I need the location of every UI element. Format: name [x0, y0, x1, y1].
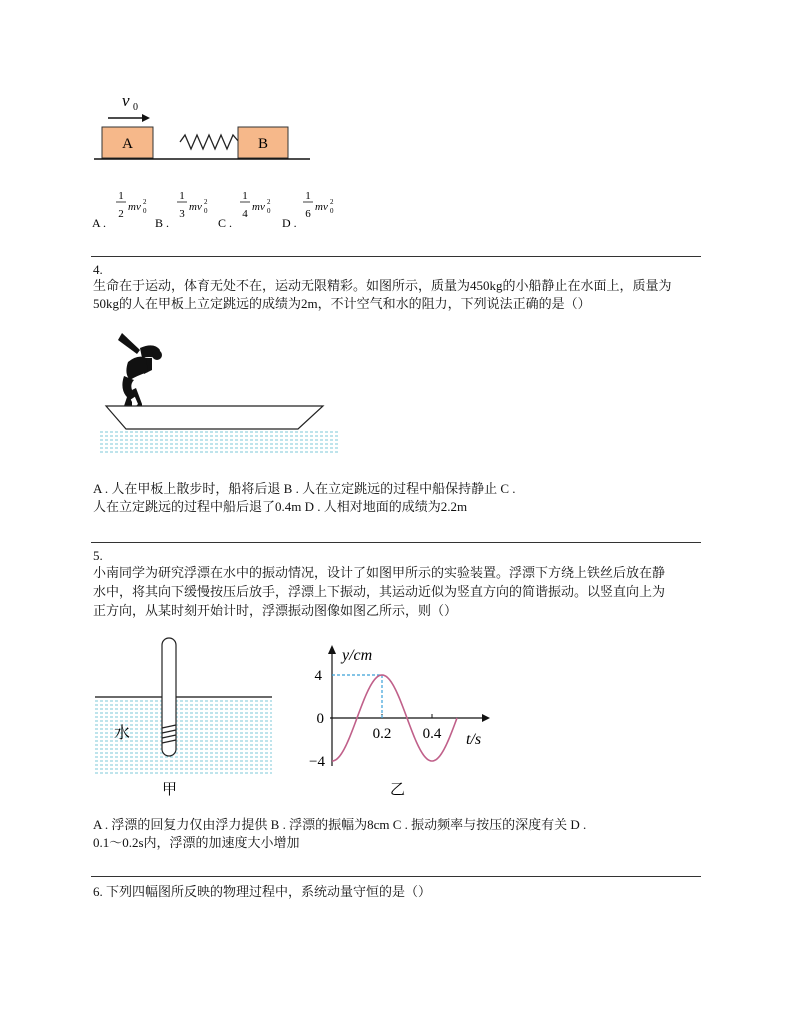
divider-q5: [91, 542, 701, 543]
svg-text:A .: A .: [92, 216, 107, 230]
q5-number: 5.: [93, 548, 103, 563]
x-axis-label: t/s: [466, 731, 482, 748]
svg-text:1: 1: [305, 190, 311, 202]
blocks-spring-figure: [90, 88, 320, 170]
oscillation-chart: [300, 640, 500, 798]
float-tube: [162, 638, 176, 756]
x-tick-label-0.4: 0.4: [422, 726, 442, 742]
boat-water: [100, 432, 338, 452]
svg-text:0: 0: [204, 207, 208, 215]
q5-stem-line2: 水中，将其向下缓慢按压后放手，浮漂上下振动，其运动近似为竖直方向的简谐振动。以竖直向上为: [93, 584, 666, 599]
block-a-label: A: [122, 136, 133, 152]
svg-text:mv: mv: [189, 201, 202, 213]
y-tick-label-neg4: −4: [309, 754, 325, 770]
peak-dashed-lines: [332, 675, 382, 718]
divider-q6: [91, 876, 701, 877]
svg-text:2: 2: [267, 198, 271, 206]
fig-left-caption: 甲: [162, 782, 178, 798]
svg-text:1: 1: [242, 190, 248, 202]
svg-text:1: 1: [118, 190, 124, 202]
q4-number: 4.: [93, 262, 103, 277]
svg-text:2: 2: [204, 198, 208, 206]
option-c[interactable]: [218, 190, 271, 230]
svg-text:D .: D .: [282, 216, 297, 230]
x-tick-label-0.2: 0.2: [372, 726, 392, 742]
x-axis-arrow: [482, 714, 490, 722]
spring: [180, 135, 239, 149]
y-tick-label-0: 0: [316, 711, 324, 727]
q4-stem-line2: 50kg的人在甲板上立定跳远的成绩为2m，不计空气和水的阻力，下列说法正确的是（）: [93, 296, 591, 311]
svg-text:mv: mv: [128, 201, 141, 213]
option-a[interactable]: [92, 190, 147, 230]
person-silhouette: [118, 333, 162, 408]
boat-hull: [106, 406, 323, 429]
svg-text:1: 1: [179, 190, 185, 202]
svg-text:mv: mv: [315, 201, 328, 213]
q4-stem-line1: 生命在于运动，体育无处不在，运动无限精彩。如图所示，质量为450kg的小船静止在水面上，质量为: [93, 278, 672, 293]
q5-stem-line3: 正方向，从某时刻开始计时，浮漂振动图像如图乙所示，则（）: [93, 603, 458, 618]
velocity-label: v: [122, 91, 130, 110]
q4-options-line2: 人在立定跳远的过程中船后退了0.4m D . 人相对地面的成绩为2.2m: [93, 499, 468, 514]
fig-right-caption: 乙: [390, 782, 406, 798]
svg-text:0: 0: [267, 207, 271, 215]
float-figure: [92, 636, 274, 798]
svg-text:0: 0: [330, 207, 334, 215]
velocity-arrowhead: [142, 114, 150, 122]
water-label: 水: [114, 725, 131, 742]
q5-stem-line1: 小南同学为研究浮漂在水中的振动情况，设计了如图甲所示的实验装置。浮漂下方绕上铁丝后放在静: [93, 565, 666, 580]
y-axis-label: y/cm: [342, 647, 373, 664]
q5-options-line2: 0.1～0.2s内，浮漂的加速度大小增加: [93, 835, 300, 850]
y-axis-arrow: [328, 645, 336, 654]
svg-text:0: 0: [143, 207, 147, 215]
svg-text:2: 2: [143, 198, 147, 206]
q6-stem: 6. 下列四幅图所反映的物理过程中，系统动量守恒的是（）: [93, 884, 432, 899]
divider-q4: [91, 256, 701, 257]
y-tick-label-4: 4: [314, 668, 322, 684]
boat-figure: [98, 328, 348, 453]
svg-text:6: 6: [305, 208, 311, 220]
option-d[interactable]: [282, 190, 334, 230]
option-b[interactable]: [155, 190, 208, 230]
q3-options: [88, 186, 358, 232]
q5-options-line1: A . 浮漂的回复力仅由浮力提供 B . 浮漂的振幅为8cm C . 振动频率与按压的深度有关 D .: [93, 817, 587, 832]
svg-text:4: 4: [242, 208, 248, 220]
svg-text:2: 2: [330, 198, 334, 206]
block-b-label: B: [257, 136, 269, 152]
svg-text:C .: C .: [218, 216, 233, 230]
svg-text:mv: mv: [252, 201, 265, 213]
svg-text:2: 2: [118, 208, 124, 220]
q4-options-line1: A . 人在甲板上散步时，船将后退 B . 人在立定跳远的过程中船保持静止 C .: [93, 481, 516, 496]
velocity-subscript: 0: [133, 102, 138, 113]
svg-text:3: 3: [179, 208, 185, 220]
svg-text:B .: B .: [155, 216, 170, 230]
